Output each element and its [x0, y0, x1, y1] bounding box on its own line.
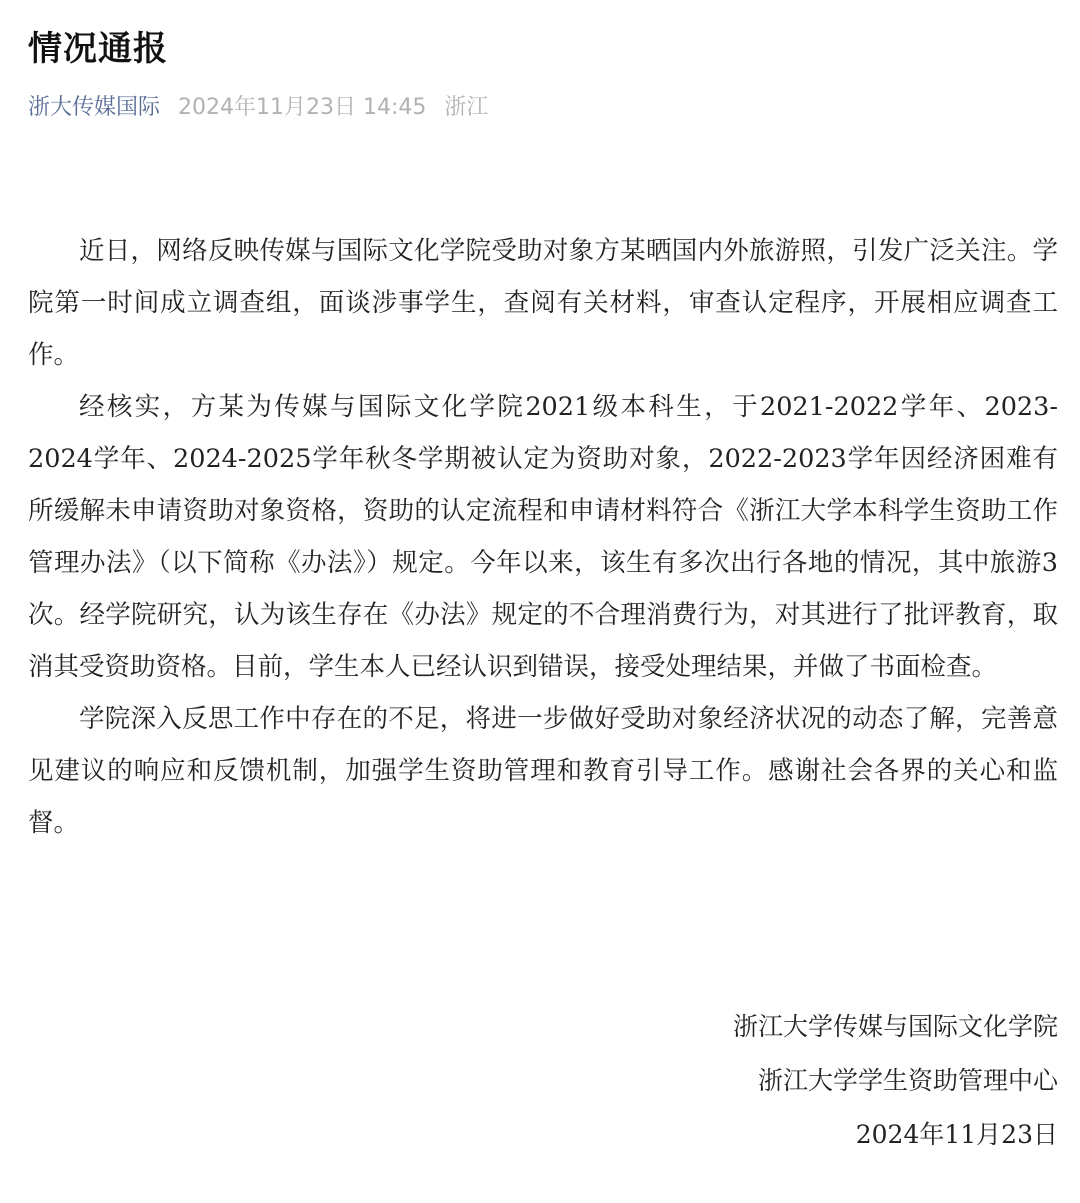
signature-org-1: 浙江大学传媒与国际文化学院 [732, 1012, 1058, 1041]
publish-region: 浙江 [444, 95, 489, 120]
body-paragraph-3: 学院深入反思工作中存在的不足，将进一步做好受助对象经济状况的动态了解，完善意见建议的响应和反馈机制，加强学生资助管理和教育引导工作。感谢社会各界的关心和监督。 [28, 704, 1058, 838]
signature-block [28, 1000, 1058, 1162]
body-paragraph-1: 近日，网络反映传媒与国际文化学院受助对象方某晒国内外旅游照，引发广泛关注。学院第一时间成立调查组，面谈涉事学生，查阅有关材料，审查认定程序，开展相应调查工作。 [28, 236, 1058, 370]
signature-org-2: 浙江大学学生资助管理中心 [757, 1066, 1058, 1095]
account-name-link[interactable]: 浙大传媒国际 [28, 95, 161, 120]
article-title: 情况通报 [28, 29, 168, 69]
article-body [28, 225, 1058, 849]
publish-date: 2024年11月23日 14:45 [178, 95, 427, 120]
body-paragraph-2: 经核实，方某为传媒与国际文化学院2021级本科生，于2021-2022学年、2023-2024学年、2024-2025学年秋冬学期被认定为资助对象，2022-2023学年因经济困难有所缓解未申请资助对象资格，资助的认定流程和申请材料符合《浙江大学本科学生资助工作管理办法》（以下简称《办法》）规定。今年以来，该生有多次出行各地的情况，其中旅游3次。经学院研究，认为该生存在《办法》规定的不合理消费行为，对其进行了批评教育，取消其受资助资格。目前，学生本人已经认识到错误，接受处理结果，并做了书面检查。 [28, 392, 1058, 682]
signature-date: 2024年11月23日 [855, 1120, 1058, 1149]
article-meta [28, 90, 488, 126]
